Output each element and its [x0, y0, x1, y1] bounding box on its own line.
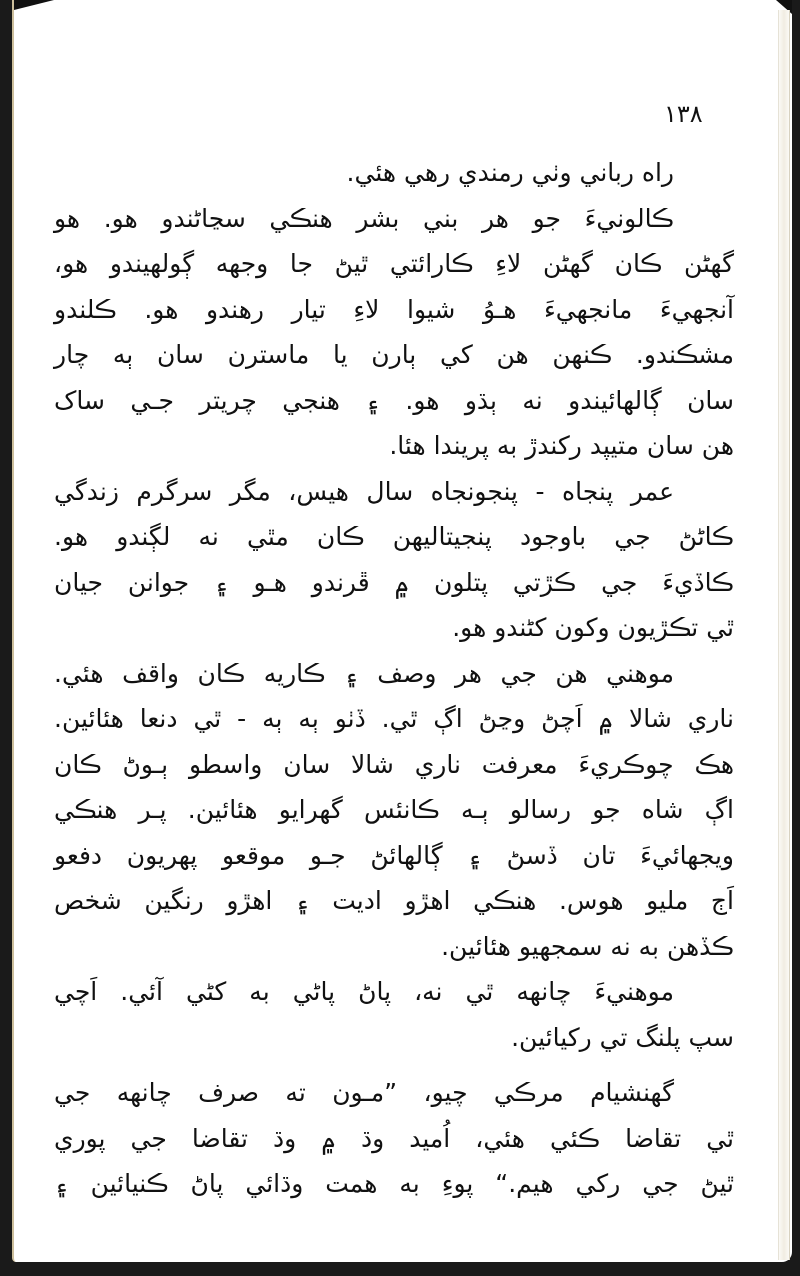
paragraph-gap: [54, 1060, 734, 1070]
text-line: موهني هن جي هر وصف ۽ ڪاريه ڪان واقف هئي.: [54, 658, 674, 688]
page-edges: [778, 10, 790, 1260]
text-line: سان ڳالهائيندو نه ٻڌو هو. ۽ هنجي چريتر جـي ساک: [54, 385, 734, 415]
text-line: سپ پلنگ تي رکيائين.: [511, 1022, 734, 1052]
text-line: ٿيڻ جي رکي هيم.“ پوءِ به همت وڌائي پاڻ ڪنيائين ۽: [54, 1169, 734, 1198]
text-line: اڳ شاه جو رسالو ٻـه ڪانئس گهرايو هئائين. پـر هنڪي: [54, 795, 734, 824]
text-line: ناري شالا ۾ اَچڻ وڃڻ اڳ ٿي. ڏٺو ٻه ٻه - ٿي دنعا هئائين.: [54, 704, 734, 733]
scan-corner-shadow: [14, 0, 54, 10]
text-line: هڪ چوڪريءَ معرفت ناري شالا سان واسطو ٻـوڻ ڪان: [54, 749, 734, 779]
text-line: راه رباني وٺي رمندي رهي هئي.: [346, 158, 674, 187]
text-line: ڪڏهن به نه سمجهيو هئائين.: [441, 931, 734, 961]
text-line: گهڻن ڪان گهڻن لاءِ ڪارائتي ٿيڻ جا وجهه ڳولهيندو هو،: [54, 249, 734, 278]
text-line: ڪاڏيءَ جي ڪڙتي پتلون ۾ ڦرندو هـو ۽ جوانن جيان: [54, 567, 734, 597]
text-line: موهنيءَ چانهه ٿي نه، پاڻ پاڻي به کڻي آئي. اَچي: [54, 977, 674, 1006]
text-line: ڪاڻڻ جي باوجود پنجيتاليهن ڪان مٿي نه لڳندو هو.: [54, 522, 734, 551]
text-line: ڪالونيءَ جو هر بني بشر هنڪي سڃاڻندو هو. هو: [54, 203, 674, 233]
text-line: گهنشيام مرڪي چيو، ”مـون ته صرف چانهه جي: [54, 1078, 674, 1107]
text-line: مشڪندو. ڪنهن هن کي ٻارن يا ماسترن سان ٻه چار: [54, 340, 734, 369]
text-line: عمر پنجاه - پنجونجاه سال هيس، مگر سرگرم زندگي: [54, 476, 674, 506]
text-line: ٿي تڪڙيون وکون کڻندو هو.: [452, 613, 734, 642]
text-line: هن سان متيپد رکندڙ به پريندا هئا.: [389, 431, 734, 460]
text-line: آنجهيءَ مانجهيءَ هـوُ شيوا لاءِ تيار رهندو هو. ڪلندو: [54, 294, 734, 324]
text-line: اَڄ مليو هوس. هنڪي اهڙو اديت ۽ اهڙو رنگين شخص: [54, 886, 734, 915]
body-text: [54, 150, 734, 1207]
page-number: ١٣٨: [664, 100, 703, 128]
text-line: ويجهائيءَ تان ڏسڻ ۽ ڳالهائڻ جـو موقعو پهريون دفعو: [54, 840, 734, 870]
book-page: [12, 0, 792, 1262]
text-line: ٿي تقاضا ڪئي هئي، اُميد وڌ ۾ وڌ تقاضا جي پوري: [54, 1123, 734, 1153]
